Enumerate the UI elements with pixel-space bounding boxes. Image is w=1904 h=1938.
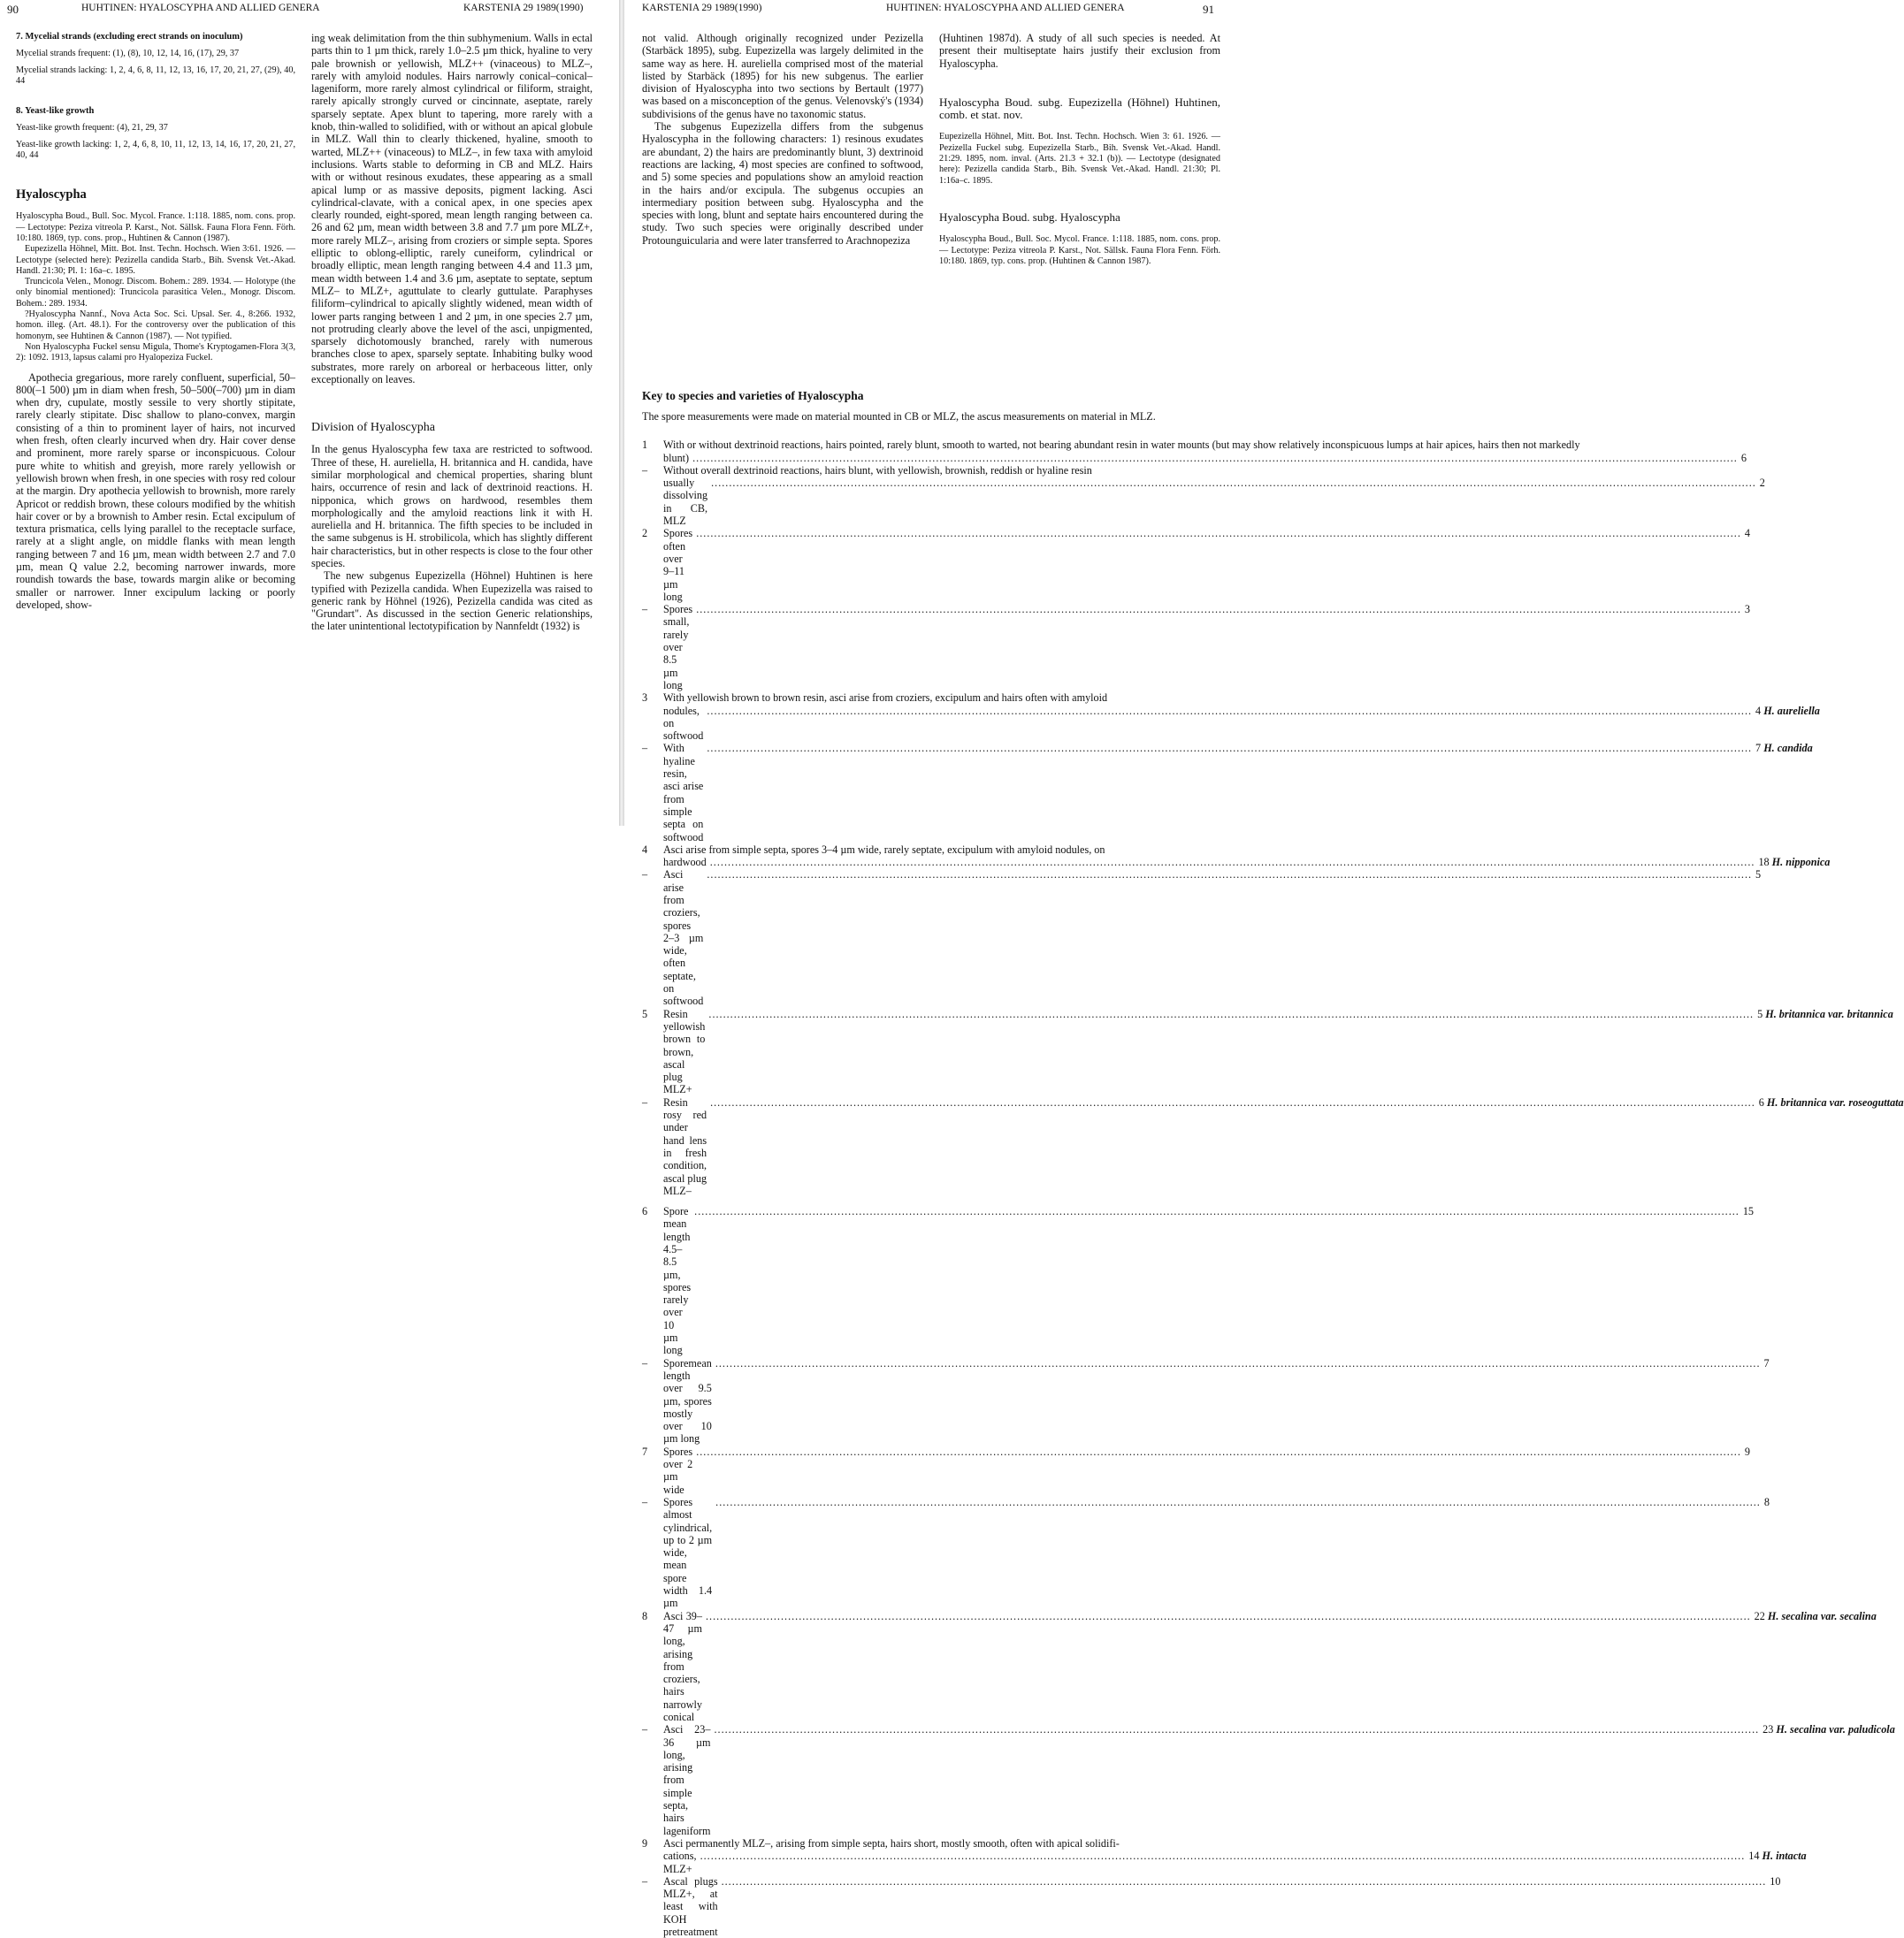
key-couplet (642, 1723, 1895, 1837)
right-paragraph-1: not valid. Although originally recognized under Pezizella (Starbäck 1895), subg. Eupezizella was largely delimited in the same way as here. H. aureliella comprised most of the material listed by Starbäck (1895) for his new subgenus. The earlier division of Hyaloscypha into two sections by Bertault (1977) was based on a misconception of the genus. Velenovský's (1934) subdivisions of the genus have no taxonomic status. (642, 32, 923, 120)
right-journal: KARSTENIA 29 1989(1990) (642, 3, 762, 13)
right-page-number: 91 (1203, 3, 1214, 16)
key-taxon-name: H. britannica var. britannica (1765, 1007, 1893, 1020)
table-section (16, 32, 295, 87)
key-final-text: nodules, on softwood (663, 704, 704, 743)
key-taxon (1759, 1850, 1806, 1862)
key-number: – (642, 1874, 648, 1888)
reference-entry: Eupezizella Höhnel, Mitt. Bot. Inst. Techn. Hochsch. Wien 3:61. 1926. — Lectotype (selected here): Pezizella candida Starb., Bih. Svensk Vet.-Akad. Handl. 21:30; Pl. 1: 16a–c. 1895. (16, 244, 295, 276)
key-destination-number: 4 (1755, 704, 1762, 717)
key-destination-number: 10 (1770, 1874, 1781, 1888)
key-destination (1755, 868, 1761, 881)
key-text (663, 439, 1747, 464)
key-destination (1745, 527, 1750, 539)
reference-entry: Non Hyaloscypha Fuckel sensu Migula, Thome's Kryptogamen-Flora 3(3, 2): 1092. 1913, lapsus calami pro Hyalopeziza Fuckel. (16, 341, 295, 363)
key-final-text: Spore mean length 4.5–8.5 µm, spores rarely over 10 µm long (663, 1205, 692, 1357)
division-paragraph-2: The new subgenus Eupezizella (Höhnel) Huhtinen is here typified with Pezizella candida. When Eupezizella was raised to generic rank by Höhnel (1926), Pezizella candida was cited as "Grundart". As discussed in the section Generic relationships, the later unintentional lectotypification by Nannfeldt (1932) is (311, 569, 593, 633)
key-text-line: Asci permanently MLZ–, arising from simple septa, hairs short, mostly smooth, often with apical solidifi- (663, 1836, 1120, 1850)
key-number: – (642, 1495, 648, 1508)
genus-heading: Hyaloscypha (16, 187, 87, 202)
subgenus-eupezizella-reference: Eupezizella Höhnel, Mitt. Bot. Inst. Techn. Hochsch. Wien 3: 61. 1926. — Pezizella Fuckel subg. Eupezizella Starb., Bih. Svensk Vet.-Akad. Handl. 21:29. 1895, nom. inval. (Arts. 21.3 + 32.1 (b)). — Lectotype (designated here): Pezizella candida Starb., Bih. Svensk Vet.-Akad. Handl. 21:30; Pl. 1:16a–c. 1895. (939, 132, 1220, 186)
key-leader-dots (694, 1205, 1740, 1217)
key-final-text: Spores over 2 µm wide (663, 1445, 693, 1496)
key-number: – (642, 868, 648, 881)
key-destination-number: 7 (1755, 742, 1762, 755)
key-text (663, 1446, 1750, 1496)
key-destination-number: 14 (1748, 1850, 1760, 1863)
key-text (663, 1723, 1895, 1837)
key-text (663, 1875, 1780, 1938)
key-couplet (642, 527, 1750, 603)
key-leader-dots (714, 1723, 1759, 1736)
key-final-line (663, 856, 1831, 869)
key-taxon-name: H. candida (1763, 742, 1813, 755)
key-taxon-name: H. secalina var. secalina (1767, 1609, 1877, 1622)
key-couplet (642, 1356, 1770, 1446)
left-column-2 (311, 32, 593, 633)
key-final-line (663, 1850, 1807, 1875)
key-final-line (663, 1609, 1877, 1724)
key-destination (1759, 1096, 1904, 1109)
key-final-text: cations, MLZ+ (663, 1850, 697, 1875)
key-text-line: Asci arise from simple septa, spores 3–4 µm wide, rarely septate, excipulum with amyloid nodules, on (663, 843, 1105, 856)
key-leader-dots (708, 1008, 1754, 1020)
key-destination-number: 5 (1757, 1007, 1763, 1020)
key-text (663, 868, 1761, 1007)
key-destination (1741, 452, 1747, 464)
left-column-1 (16, 32, 295, 611)
key-taxon-name: H. intacta (1762, 1850, 1807, 1863)
key-heading: Key to species and varieties of Hyaloscypha (642, 389, 864, 402)
key-destination (1745, 1446, 1750, 1458)
key-final-text: Asci 39–47 µm long, arising from croziers, hairs narrowly conical (663, 1609, 702, 1723)
key-leader-dots (707, 705, 1752, 717)
key-leader-dots (696, 1446, 1741, 1458)
key-number: 1 (642, 439, 648, 452)
key-destination-number: 2 (1759, 477, 1765, 490)
key-leader-dots (696, 603, 1741, 615)
key-final-text: Resin rosy red under hand lens in fresh condition, ascal plug MLZ– (663, 1095, 707, 1197)
key-taxon-name: H. secalina var. paludicola (1776, 1723, 1895, 1736)
key-number: – (642, 1095, 648, 1109)
left-page-number: 90 (7, 3, 19, 16)
key-destination-number: 15 (1742, 1205, 1755, 1218)
key-final-line (663, 704, 1820, 743)
key-leader-dots (706, 1610, 1751, 1622)
key-leader-dots (707, 868, 1752, 881)
left-page (0, 0, 619, 826)
table-line: Mycelial strands lacking: 1, 2, 4, 6, 8, 11, 12, 13, 16, 17, 20, 21, 27, (29), 40, 44 (16, 65, 295, 86)
key-intro: The spore measurements were made on material mounted in CB or MLZ, the ascus measurements on material in MLZ. (642, 410, 1156, 423)
division-heading: Division of Hyaloscypha (311, 421, 435, 435)
key-destination-number: 5 (1755, 868, 1762, 881)
key-final-line (663, 527, 1750, 603)
key-destination (1755, 705, 1820, 717)
key-final-line (663, 1723, 1895, 1837)
key-taxon (1773, 1723, 1894, 1736)
key-taxon (1761, 705, 1820, 717)
key-couplet (642, 843, 1831, 869)
key-couplet (642, 1874, 1781, 1938)
key-number: 4 (642, 843, 648, 856)
key-taxon-name: H. aureliella (1763, 704, 1820, 717)
character-table (16, 32, 295, 161)
key-final-line (663, 1446, 1750, 1496)
key-final-line (663, 477, 1765, 527)
key-text (663, 1357, 1770, 1446)
key-final-text: Asci 23–36 µm long, arising from simple septa, hairs lageniform (663, 1723, 711, 1837)
key-taxon-name: H. nipponica (1771, 856, 1831, 869)
key-couplet (642, 742, 1813, 843)
key-taxon-name: H. britannica var. roseoguttata (1766, 1095, 1904, 1109)
right-paragraph-2: The subgenus Eupezizella differs from the subgenus Hyaloscypha in the following characters: 1) resinous exudates are abundant, 2) the hairs are predominantly blunt, 3) dextrinoid reactions are lacking, 4) most species are confined to softwood, and 5) some species and populations show an amyloid reaction in the hairs and/or excipula. The subgenus occupies an intermediary position between subg. Hyaloscypha and the species with long, blunt and septate hairs encountered during the study. Two such species were originally described under Protounguiculаria and were later transferred to Arachnopeziza (642, 120, 923, 247)
table-line: Mycelial strands frequent: (1), (8), 10, 12, 14, 16, (17), 29, 37 (16, 49, 240, 59)
left-running-head: HUHTINEN: HYALOSCYPHA AND ALLIED GENERA (81, 3, 320, 13)
key-destination (1764, 1357, 1770, 1370)
key-final-text: blunt) (663, 451, 690, 464)
key-text (663, 1496, 1770, 1610)
key-destination-number: 3 (1744, 603, 1750, 616)
key-final-line (663, 868, 1761, 1007)
table-line: Yeast-like growth lacking: 1, 2, 4, 6, 8, 10, 11, 12, 13, 14, 16, 17, 20, 21, 27, 40, 44 (16, 139, 295, 161)
subgenus-hyaloscypha-reference: Hyaloscypha Boud., Bull. Soc. Mycol. France. 1:118. 1885, nom. cons. prop. — Lectotype: Peziza vitreola P. Karst., Not. Sällsk. Fauna Flora Fenn. Förh. 10:180. 1869, typ. cons. prop. (Huhtinen & Cannon 1987). (939, 234, 1220, 266)
nomenclature-references (16, 211, 295, 363)
key-destination (1748, 1850, 1806, 1862)
identification-key (642, 389, 1904, 1938)
key-leader-dots (711, 477, 1756, 489)
key-leader-dots (692, 452, 1738, 464)
key-destination-number: 6 (1740, 451, 1747, 464)
key-text (663, 742, 1813, 843)
key-couplet (642, 1495, 1770, 1610)
key-couplets (642, 439, 1904, 1938)
genus-description-part-1: Apothecia gregarious, more rarely confluent, superficial, 50–800(–1 500) µm in diam when fresh, 50–500(–700) µm in diam when dry, cupulate, mostly sessile to very shortly stipitate, rarely clearly stipitate. Disc shallow to plano-convex, margin consisting of a thin to prominent layer of hairs, not incurved when fresh, often clearly incurved when dry. Hair cover dense and prominent, more rarely sparse or inconspicuous. Colour pure white to whitish and greyish, more rarely yellowish or yellowish brown when fresh, in one species with rosy red colour at the margin. Dry apothecia yellowish to brownish, more rarely Apricot or reddish brown, these colours modified by the whitish hair cover or by a brownish to Amber resin. Ectal excipulum of textura prismatica, cells lying parallel to the receptacle surface, rarely at a slight angle, on middle flanks with mean length ranging between 7 and 16 µm, mean width between 2.7 and 7.0 µm, mean Q value 2.2, becoming narrower inwards, more roundish towards the base, towards margin alike or becoming smaller or narrower. Inner excipulum lacking or poorly developed, show- (16, 370, 295, 611)
key-spacer (642, 1197, 1219, 1205)
key-couplet (642, 1609, 1877, 1724)
key-couplet (642, 463, 1765, 528)
key-final-text: Resin yellowish brown to brown, ascal plug MLZ+ (663, 1007, 706, 1096)
right-column-2 (939, 32, 1220, 267)
key-destination-number: 4 (1744, 527, 1750, 540)
key-leader-dots (715, 1357, 1761, 1370)
key-final-text: usually dissolving in CB, MLZ (663, 477, 708, 528)
key-text (663, 1836, 1807, 1875)
key-number: 5 (642, 1007, 648, 1020)
key-couplet (642, 1836, 1807, 1875)
reference-entry: ?Hyaloscypha Nannf., Nova Acta Soc. Sci. Upsal. Ser. 4., 8:266. 1932, homon. illeg. (Art. 48.1). For the controversy over the publication of this homonym, see Huhtinen & Cannon (1987). — Not typified. (16, 309, 295, 341)
key-final-text: With hyaline resin, asci arise from simple septa on softwood (663, 742, 704, 843)
key-destination (1755, 742, 1813, 754)
table-section-title: 8. Yeast-like growth (16, 106, 95, 117)
key-couplet (642, 868, 1762, 1008)
table-section (16, 106, 295, 161)
key-number: – (642, 1723, 648, 1736)
key-destination-number: 7 (1763, 1356, 1770, 1370)
key-final-text: hardwood (663, 856, 707, 869)
key-leader-dots (715, 1496, 1761, 1508)
key-taxon (1764, 1096, 1904, 1109)
key-taxon (1763, 1008, 1893, 1020)
key-final-line (663, 1095, 1904, 1197)
key-text-line: With or without dextrinoid reactions, hairs pointed, rarely blunt, smooth to warted, not bearing abundant resin in water mounts (but may show relatively inconspicuous lumps at hair apices, hairs then not markedly (663, 439, 1580, 452)
key-destination (1755, 1610, 1877, 1622)
genus-description-part-2: ing weak delimitation from the thin subhymenium. Walls in ectal parts thin to 1 µm thick, rarely 1.0–2.5 µm thick, hyaline to very pale brownish or yellowish, MLZ++ (vinaceous) to MLZ–, rarely with amyloid nodules. Hairs narrowly conical–conical–lageniform, more rarely almost cylindrical or filiform, straight, rarely apically strongly curved or cincinnate, aseptate, rarely sparsely septate. Apex blunt to tapering, more rarely with a knob, thin-walled to solidified, with or without an apical globule in MLZ. Wall thin to clearly thickened, hyaline, smooth to warted, MLZ++ (vinaceous) to MLZ–, in few taxa with amyloid inclusions. Warts stable to deforming in CB and MLZ. Hairs with or without resinous exudates, these appearing as a small apical lump or as massive deposits, pigment lacking. Asci cylindrical-clavate, with a conical apex, in one species apex clearly rounded, eight-spored, mean length ranging between ca. 26 and 62 µm, mean width between 3.8 and 7.7 µm pore MLZ+, more rarely MLZ–, arising from croziers or simple septa. Spores elliptic to oblong-elliptic, rarely cuneiform, cylindrical or broadly elliptic, mean length ranging between 4.4 and 11.3 µm, mean width between 1.4 and 3.6 µm, aseptate to septate, septum MLZ– to MLZ+, aguttulate to clearly guttulate. Paraphyses filiform–cylindrical to apically slightly widened, mean width of lower parts ranging between 1 and 2 µm, in one species 2.7 µm, not protruding clearly above the level of the asci, unpigmented, sparsely dichotomously branched, rarely with numerous branches close to apex, sparsely septate. Inhabiting bulky wood substrates, more rarely on arboreal or herbaceous litter, only exceptionally on leaves. (311, 32, 593, 386)
key-number: 7 (642, 1445, 648, 1458)
subgenus-hyaloscypha-heading: Hyaloscypha Boud. subg. Hyaloscypha (939, 210, 1120, 224)
key-number: 8 (642, 1609, 648, 1622)
key-leader-dots (696, 527, 1741, 539)
key-leader-dots (710, 1096, 1755, 1109)
right-paragraph-3: (Huhtinen 1987d). A study of all such species is needed. At present their multiseptate hairs justify their exclusion from Hyaloscypha. (939, 32, 1220, 70)
key-number: 9 (642, 1836, 648, 1850)
key-final-line (663, 1496, 1770, 1610)
key-number: – (642, 1356, 648, 1370)
key-leader-dots (722, 1875, 1767, 1888)
key-leader-dots (707, 742, 1752, 754)
key-text (663, 1007, 1893, 1096)
key-destination (1745, 603, 1750, 615)
key-couplet (642, 1007, 1893, 1096)
right-running-head: HUHTINEN: HYALOSCYPHA AND ALLIED GENERA (886, 3, 1125, 13)
left-journal: KARSTENIA 29 1989(1990) (463, 3, 584, 13)
key-destination (1743, 1205, 1754, 1217)
key-taxon (1761, 742, 1813, 754)
key-leader-dots (710, 856, 1755, 868)
key-text (663, 843, 1831, 869)
key-destination (1770, 1875, 1780, 1888)
key-final-line (663, 742, 1813, 843)
key-destination-number: 9 (1744, 1445, 1750, 1458)
key-number: 6 (642, 1205, 648, 1218)
key-text (663, 691, 1820, 743)
key-text (663, 603, 1750, 691)
key-final-line (663, 452, 1747, 464)
key-final-text: Spores small, rarely over 8.5 µm long (663, 603, 693, 691)
key-destination-number: 23 (1763, 1723, 1774, 1736)
key-couplet (642, 691, 1820, 743)
key-destination (1758, 856, 1830, 868)
key-number: – (642, 742, 648, 755)
key-taxon (1770, 856, 1831, 868)
table-line: Yeast-like growth frequent: (4), 21, 29, 37 (16, 123, 168, 134)
division-paragraph-1: In the genus Hyaloscypha few taxa are restricted to softwood. Three of these, H. aureliella, H. britannica and H. candida, have similar morphological and chemical properties, sharing blunt hairs, occurrence of resin and lack of dextrinoid reactions. H. nipponica, which grows on hardwood, resembles them morphologically and the amyloid reactions link it with H. aureliella and H. britannica. The fifth species to be included in the same subgenus is H. strobilicola, which has slightly different hair characteristics, but in other respects is close to the four other species. (311, 443, 593, 569)
key-text (663, 1609, 1877, 1724)
key-couplet (642, 603, 1750, 691)
key-final-line (663, 1205, 1754, 1357)
key-text (663, 527, 1750, 603)
key-text (663, 1095, 1904, 1197)
subgenus-eupezizella-heading: Hyaloscypha Boud. subg. Eupezizella (Höhnel) Huhtinen, comb. et stat. nov. (939, 95, 1220, 122)
key-text (663, 1205, 1754, 1357)
key-taxon (1765, 1610, 1877, 1622)
table-section-title: 7. Mycelial strands (excluding erect strands on inoculum) (16, 32, 243, 42)
key-destination-number: 6 (1758, 1095, 1764, 1109)
key-text-line: Without overall dextrinoid reactions, hairs blunt, with yellowish, brownish, reddish or hyaline resin (663, 463, 1092, 477)
key-number: – (642, 603, 648, 616)
key-destination-number: 18 (1758, 856, 1770, 869)
key-leader-dots (700, 1850, 1746, 1862)
key-destination (1757, 1008, 1893, 1020)
key-destination (1763, 1723, 1895, 1736)
reference-entry: Truncicola Velen., Monogr. Discom. Bohem.: 289. 1934. — Holotype (the only binomial mentioned): Truncicola parasitica Velen., Monogr. Discom. Bohem.: 289. 1934. (16, 277, 295, 309)
key-final-line (663, 1875, 1780, 1938)
key-text-line: With yellowish brown to brown resin, asci arise from croziers, excipulum and hairs often with amyloid (663, 691, 1108, 705)
key-final-text: Ascal plugs MLZ+, at least with KOH pretreatment (663, 1874, 718, 1938)
key-destination-number: 8 (1763, 1495, 1770, 1508)
right-page (624, 0, 1904, 1938)
key-couplet (642, 439, 1747, 464)
key-final-text: Spores almost cylindrical, up to 2 µm wide, mean spore width 1.4 µm (663, 1495, 713, 1610)
key-couplet (642, 1205, 1755, 1357)
key-final-line (663, 603, 1750, 691)
key-final-text: Spores often over 9–11 µm long (663, 527, 693, 603)
key-final-text: Asci arise from croziers, spores 2–3 µm wide, often septate, on softwood (663, 868, 704, 1008)
key-destination (1760, 477, 1765, 489)
key-text (663, 464, 1765, 527)
key-couplet (642, 1095, 1904, 1197)
key-number: – (642, 463, 648, 477)
key-final-line (663, 1357, 1770, 1446)
right-column-1 (642, 32, 923, 247)
key-couplet (642, 1445, 1750, 1496)
key-number: 2 (642, 527, 648, 540)
key-destination (1764, 1496, 1770, 1508)
reference-entry: Hyaloscypha Boud., Bull. Soc. Mycol. France. 1:118. 1885, nom. cons. prop. — Lectotype: Peziza vitreola P. Karst., Not. Sällsk. Fauna Flora Fenn. Förh. 10:180. 1869, typ. cons. prop., Huhtinen & Cannon (1987). (16, 211, 295, 243)
key-destination-number: 22 (1754, 1609, 1765, 1622)
key-final-text: Sporemean length over 9.5 µm, spores mostly over 10 µm long (663, 1356, 712, 1446)
key-number: 3 (642, 691, 648, 705)
key-final-line (663, 1007, 1893, 1096)
